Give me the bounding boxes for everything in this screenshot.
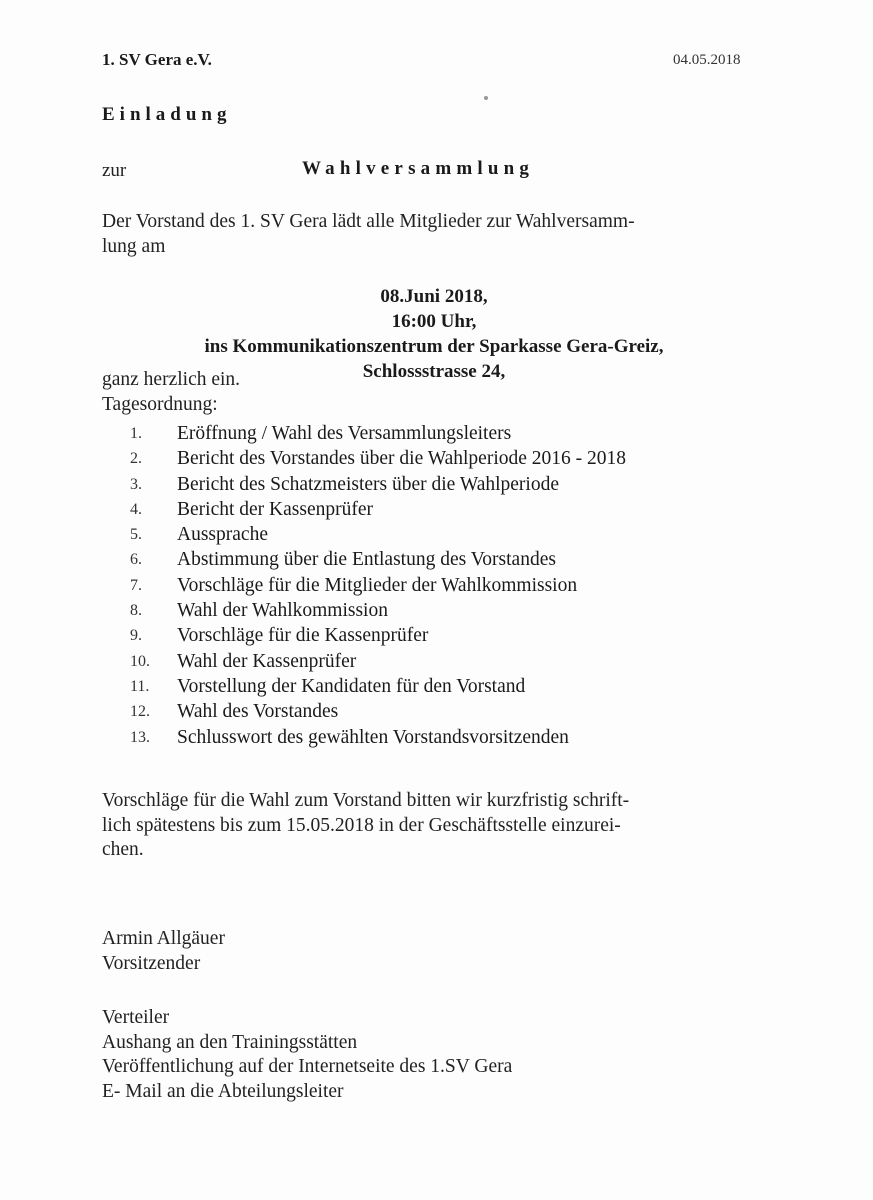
agenda-item-text: Wahl der Wahlkommission bbox=[177, 600, 388, 622]
intro-paragraph bbox=[102, 210, 635, 259]
agenda-item-text: Aussprache bbox=[177, 524, 268, 546]
agenda-item bbox=[130, 497, 626, 522]
scan-speck bbox=[484, 96, 488, 100]
agenda-item-number: 13. bbox=[130, 728, 150, 746]
agenda-item bbox=[130, 573, 626, 598]
agenda-item-text: Bericht des Schatzmeisters über die Wahlperiode bbox=[177, 473, 559, 495]
agenda-item-text: Wahl der Kassenprüfer bbox=[177, 650, 357, 672]
agenda-item-text: Abstimmung über die Entlastung des Vorstandes bbox=[177, 549, 556, 571]
agenda-item bbox=[130, 598, 626, 623]
agenda-item-text: Vorstellung der Kandidaten für den Vorstand bbox=[177, 675, 526, 697]
agenda-item bbox=[130, 699, 626, 724]
agenda-item-text: Bericht des Vorstandes über die Wahlperiode 2016 - 2018 bbox=[177, 448, 627, 470]
zur-label: zur bbox=[102, 160, 127, 181]
agenda-item-text: Bericht der Kassenprüfer bbox=[177, 498, 373, 520]
distribution-item: Aushang an den Trainingsstätten bbox=[102, 1031, 358, 1053]
agenda-item-number: 8. bbox=[130, 602, 142, 620]
event-address: Schlossstrasse 24, bbox=[362, 361, 506, 382]
agenda-item-number: 12. bbox=[130, 703, 150, 721]
agenda-item bbox=[130, 623, 626, 648]
distribution-item: E- Mail an die Abteilungsleiter bbox=[102, 1080, 344, 1102]
agenda-item bbox=[130, 446, 626, 471]
agenda-item bbox=[130, 522, 626, 547]
agenda-item-text: Vorschläge für die Mitglieder der Wahlkommission bbox=[177, 574, 578, 596]
closing-line: Vorschläge für die Wahl zum Vorstand bitten wir kurzfristig schrift- bbox=[102, 790, 630, 811]
agenda-item-number: 6. bbox=[130, 551, 142, 569]
agenda-heading: Tagesordnung: bbox=[102, 393, 218, 415]
document-subtitle: Wahlversammlung bbox=[302, 158, 535, 179]
agenda-item bbox=[130, 674, 626, 699]
invitation-line: ganz herzlich ein. bbox=[102, 369, 241, 390]
agenda-item-text: Eröffnung / Wahl des Versammlungsleiters bbox=[177, 423, 512, 444]
agenda-item bbox=[130, 725, 626, 750]
agenda-item-number: 7. bbox=[130, 576, 142, 594]
signer-name: Armin Allgäuer bbox=[102, 928, 225, 949]
distribution-heading: Verteiler bbox=[102, 1007, 170, 1028]
agenda-item bbox=[130, 547, 626, 572]
intro-line: lung am bbox=[102, 235, 166, 257]
distribution-block bbox=[102, 1006, 512, 1104]
document-date: 04.05.2018 bbox=[673, 52, 741, 68]
agenda-item-text: Schlusswort des gewählten Vorstandsvorsitzenden bbox=[177, 726, 569, 748]
agenda-list bbox=[130, 421, 626, 750]
agenda-item-number: 3. bbox=[130, 475, 142, 493]
agenda-item-text: Wahl des Vorstandes bbox=[177, 701, 339, 723]
closing-line: chen. bbox=[102, 839, 144, 860]
agenda-item-number: 2. bbox=[130, 450, 142, 468]
event-venue: ins Kommunikationszentrum der Sparkasse Gera-Greiz, bbox=[204, 336, 664, 357]
agenda-item-number: 4. bbox=[130, 500, 142, 518]
agenda-item-number: 9. bbox=[130, 627, 142, 645]
agenda-item-text: Vorschläge für die Kassenprüfer bbox=[177, 625, 429, 647]
organization-name: 1. SV Gera e.V. bbox=[102, 50, 212, 69]
agenda-item bbox=[130, 649, 626, 674]
agenda-item bbox=[130, 421, 626, 446]
intro-line: Der Vorstand des 1. SV Gera lädt alle Mitglieder zur Wahlversamm- bbox=[102, 211, 635, 232]
signer-role: Vorsitzender bbox=[102, 952, 201, 974]
closing-paragraph bbox=[102, 789, 629, 863]
event-date: 08.Juni 2018, bbox=[380, 286, 488, 307]
after-paragraph bbox=[102, 368, 240, 417]
document-title: Einladung bbox=[102, 104, 232, 125]
distribution-item: Veröffentlichung auf der Internetseite des 1.SV Gera bbox=[102, 1056, 513, 1077]
closing-line: lich spätestens bis zum 15.05.2018 in der Geschäftsstelle einzurei- bbox=[102, 814, 621, 836]
agenda-item-number: 10. bbox=[130, 652, 150, 670]
event-time: 16:00 Uhr, bbox=[391, 311, 477, 332]
agenda-item-number: 11. bbox=[130, 677, 150, 695]
agenda-item-number: 1. bbox=[130, 425, 142, 442]
agenda-item bbox=[130, 472, 626, 497]
agenda-item-number: 5. bbox=[130, 526, 142, 544]
signature-block bbox=[102, 927, 225, 976]
